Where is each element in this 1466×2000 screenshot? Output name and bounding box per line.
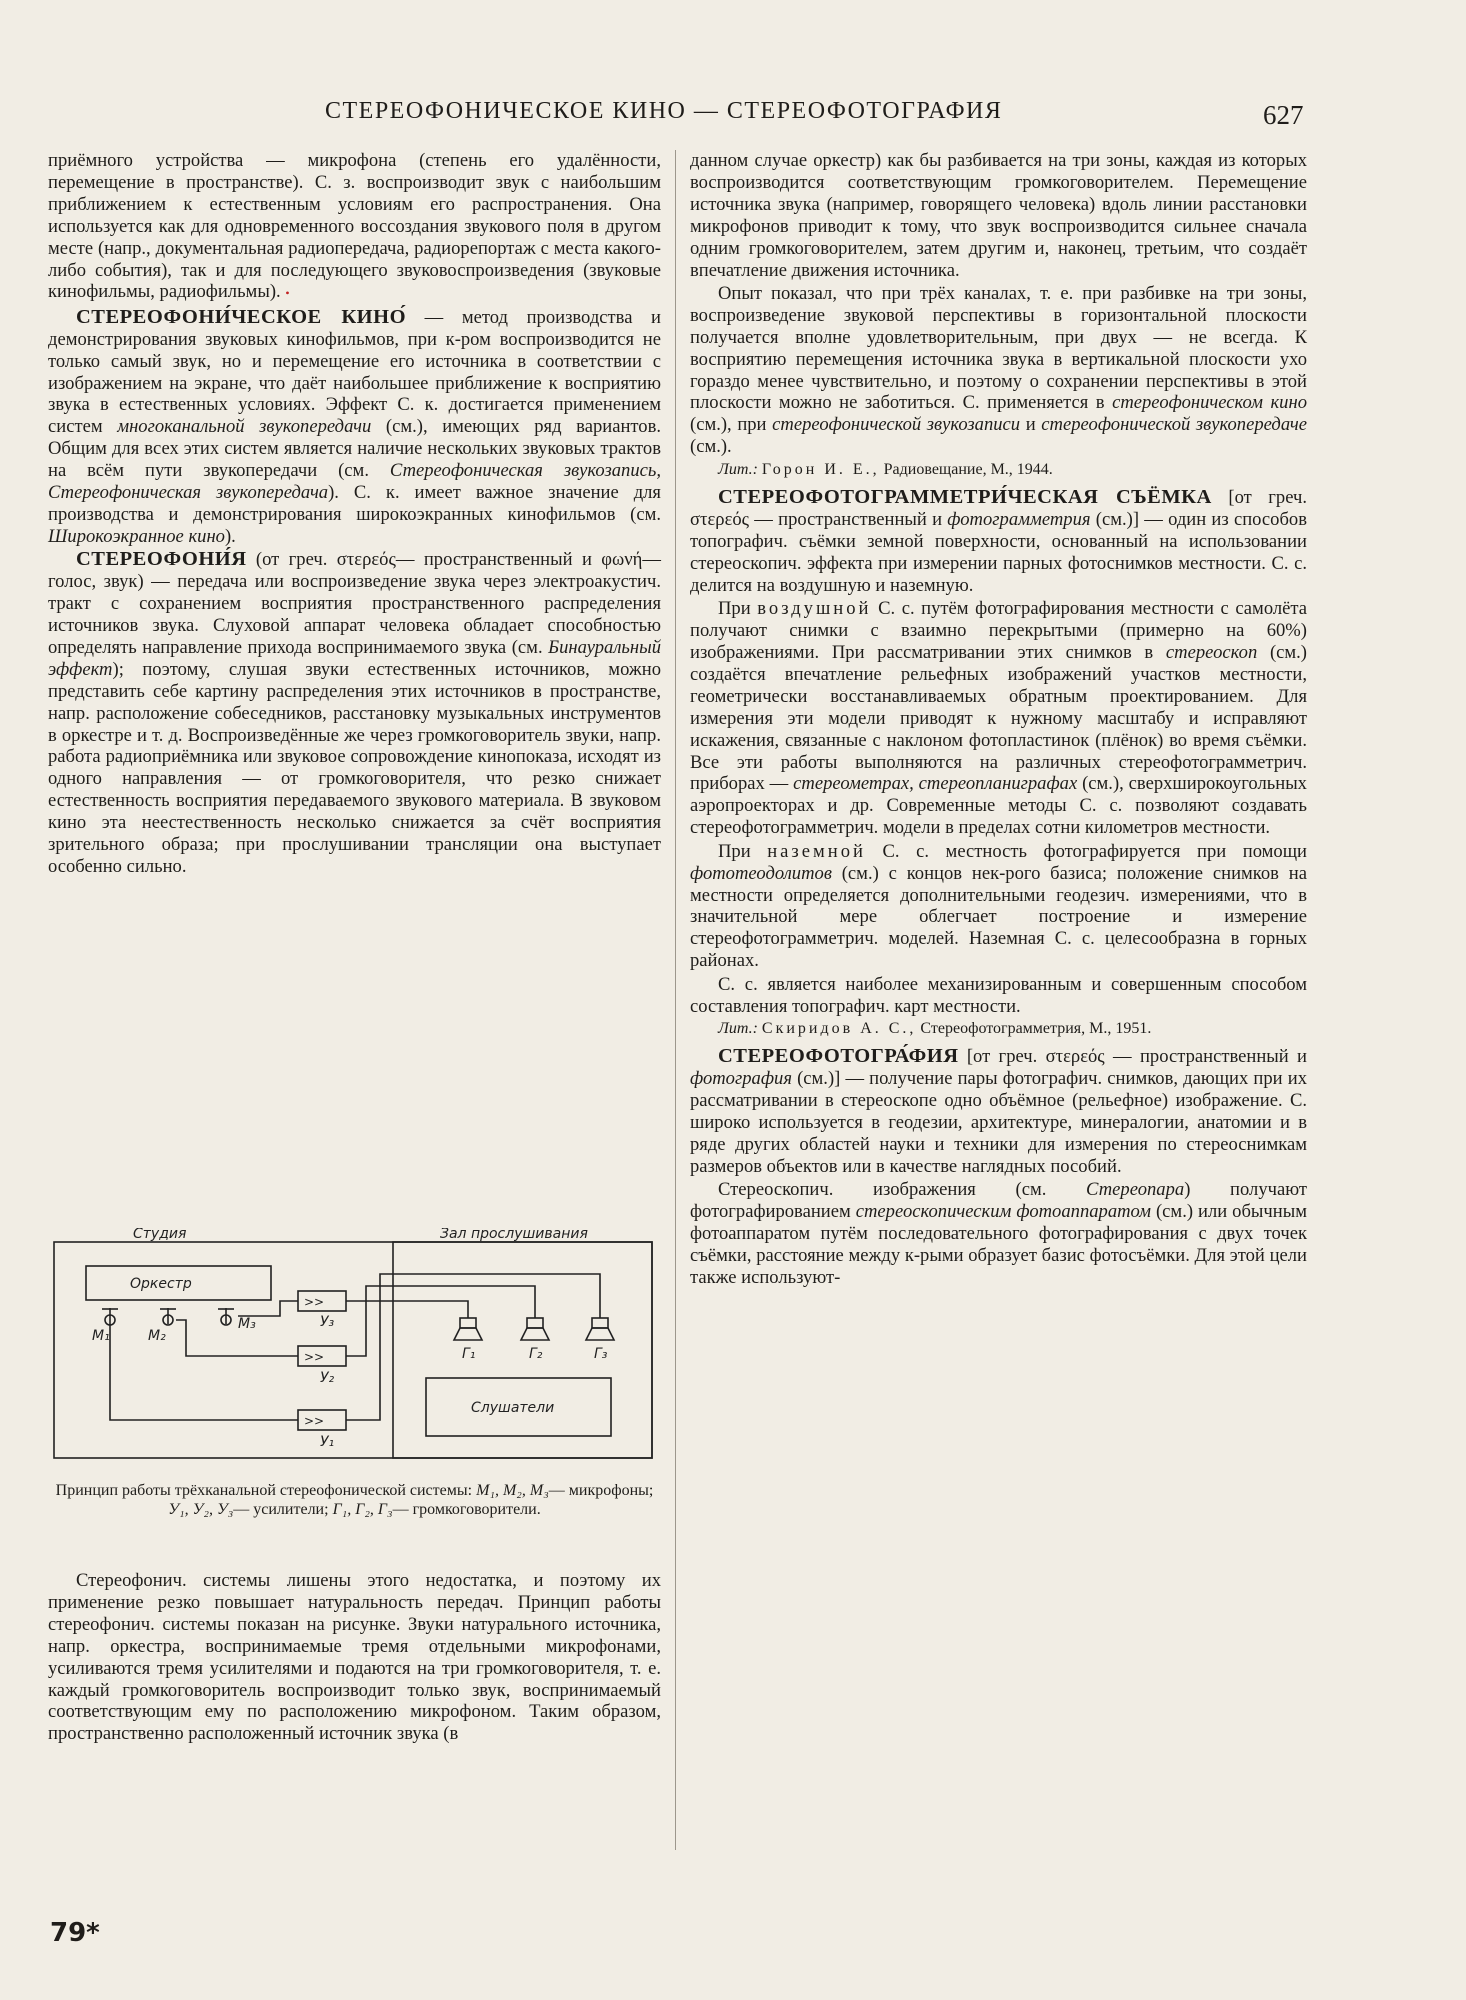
- amp-label-2: У₂: [320, 1370, 335, 1386]
- amp-label-3: У₃: [320, 1314, 335, 1330]
- mic-label-2: М₂: [148, 1328, 166, 1344]
- speaker-1: [454, 1318, 482, 1340]
- paragraph-ground: При наземной С. с. местность фотографируется при помощи фототеодолитов (см.) с концов нек-рого базиса; положение снимков на местности определяется дополнительными геодезич. измерениями, что в значительной мере облегчает построение и измерение стереофотограмметрич. моделей. Наземная С. с. целесообразна в горных районах.: [690, 840, 1307, 972]
- right-column: [690, 150, 1307, 1290]
- headword: СТЕРЕОФОНИ́Я: [76, 548, 247, 571]
- paragraph-mechanized: С. с. является наиболее механизированным и совершенным способом составления топографич. карт местности.: [690, 973, 1307, 1017]
- entry-stereophonic-cinema: СТЕРЕОФОНИ́ЧЕСКОЕ КИНО́ — метод производства и демонстрирования звуковых кинофильмов, при к-ром воспроизводится не только самый звук, но и перемещение его источника в соответствии с изображением на экране, что даёт наибольшее приближение к восприятию звука в естественных условиях. Эффект С. к. достигается применением систем многоканальной звукопередачи (см.), имеющих ряд вариантов. Общим для всех этих систем является наличие нескольких звуковых трактов на всём пути звукопередачи (см. Стереофоническая звукозапись, Стереофоническая звукопередача). С. к. имеет важное значение для производства и демонстрирования широкоэкранных кинофильмов (см. Широкоэкранное кино).: [48, 305, 662, 547]
- amp-2-symbol: >>: [304, 1350, 325, 1364]
- speaker-label-1: Г₁: [462, 1346, 476, 1362]
- speaker-3: [586, 1318, 614, 1340]
- speaker-2: [521, 1318, 549, 1340]
- left-column-bottom: [48, 1570, 661, 1747]
- running-header: [0, 98, 1466, 138]
- paragraph-aerial: При воздушной С. с. путём фотографирования местности с самолёта получают снимки с взаимно перекрытыми (примерно на 60%) изображениями. При рассматривании этих снимков в стереоскоп (см.) создаётся впечатление рельефных изображений участков местности, геометрически восстанавливаемых обратным проектированием. Для измерения эти модели приводят к нужному масштабу и исправляют искажения, связанные с наклоном фотопластинок (плёнок) во время съёмки. Все эти работы выполняются на различных стереофотограмметрич. приборах — стереометрах, стереопланиграфах (см.), сверхширокоугольных аэропроекторах и др. Современные методы С. с. позволяют создавать стереофотограмметрич. модели в пределах сотни километров местности.: [690, 598, 1308, 839]
- figure-caption: Принцип работы трёхканальной стереофонической системы: М₁, М₂, М₃— микрофоны; У₁, У₂, У₃— усилители; Г₁, Г₂, Г₃— громкоговорители.: [55, 1482, 654, 1518]
- signature-mark: 79*: [50, 1918, 100, 1948]
- amp-3-symbol: >>: [304, 1295, 325, 1309]
- entry-stereophony: СТЕРЕОФОНИ́Я (от греч. στερεός— пространственный и φωνή— голос, звук) — передача или воспроизведение звука через электроакустич. тракт с сохранением восприятия пространственного распределения источников звука. Слуховой аппарат человека обладает способностью определять направление прихода воспринимаемого звука (см. Бинауральный эффект); поэтому, слушая звуки естественных источников, можно представить себе картину распределения этих источников в пространстве, напр. расположение собеседников, расстановку музыкальных инструментов в оркестре и т. д. Воспроизведённые же через громкоговоритель звуки, напр. работа радиоприёмника или звуковое сопровождение кинопоказа, исходят из одного направления — от громкоговорителя, что резко снижает естественность восприятия передаваемого звукового материала. В звуковом кино эта неестественность несколько снижается за счёт восприятия зрительного образа; при прослушивании трансляции она выступает особенно сильно.: [48, 548, 661, 877]
- paragraph-stereo-systems: Стереофонич. системы лишены этого недостатка, и поэтому их применение резко повышает натуральность передач. Принцип работы стереофонич. системы показан на рисунке. Звуки натурального источника, напр. оркестра, воспринимаемые тремя отдельными микрофонами, усиливаются тремя усилителями и подаются на три громкоговорителя, т. е. каждый громкоговоритель воспроизводит только звук, воспринимаемый соответствующим ему по расположению микрофоном. Таким образом, пространственно расположенный источник звука (в: [48, 1570, 661, 1745]
- mic-label-1: М₁: [92, 1328, 110, 1344]
- amp-1-symbol: >>: [304, 1414, 325, 1428]
- headword: СТЕРЕОФОТОГРА́ФИЯ: [718, 1045, 959, 1068]
- literature-2: Лит.: Скиридов А. С., Стереофотограмметрия, М., 1951.: [718, 1020, 1152, 1038]
- diagram-svg: [48, 1228, 661, 1478]
- paragraph-continuation-right: данном случае оркестр) как бы разбивается на три зоны, каждая из которых воспроизводится соответствующим громкоговорителем. Перемещение источника звука (например, говорящего человека) вдоль линии расстановки микрофонов приводит к тому, что звук воспроизводится сильнее сначала одним громкоговорителем, затем другим и, наконец, третьим, что создаёт впечатление движения источника.: [690, 150, 1307, 281]
- stereo-system-diagram: [48, 1228, 661, 1558]
- microphone-1: [102, 1308, 118, 1325]
- paragraph-continuation: приёмного устройства — микрофона (степень его удалённости, перемещение в пространстве). С. з. воспроизводит звук с наибольшим приближением к естественным условиям его распространения. Она используется как для одновременного воссоздания звукового поля в другом месте (напр., документальная радиопередача, радиорепортаж с места какого-либо события), так и для последующего звуковоспроизведения (звуковые кинофильмы, радиофильмы). •: [48, 150, 661, 303]
- studio-label: Студия: [133, 1228, 187, 1242]
- header-title: СТЕРЕОФОНИЧЕСКОЕ КИНО — СТЕРЕОФОТОГРАФИЯ: [325, 98, 1003, 124]
- bullet-mark: •: [285, 286, 290, 301]
- entry-stereophotogrammetric-survey: СТЕРЕОФОТОГРАММЕТРИ́ЧЕСКАЯ СЪЁМКА [от греч. στερεός — пространственный и фотограмметрия (см.)] — один из способов топографич. съёмки земной поверхности, основанный на использовании стереоскопич. эффекта при измерении парных фотоснимков местности. С. с. делится на воздушную и наземную.: [690, 486, 1307, 596]
- amp-label-1: У₁: [320, 1434, 335, 1450]
- speaker-label-3: Г₃: [594, 1346, 608, 1362]
- orchestra-label: Оркестр: [130, 1276, 192, 1292]
- mic-label-3: М₃: [238, 1316, 256, 1332]
- microphone-3: [218, 1308, 234, 1325]
- paragraph-experience: Опыт показал, что при трёх каналах, т. е. при разбивке на три зоны, воспроизведение звуковой перспективы в горизонтальной плоскости получается вполне удовлетворительным, при двух — не всегда. К восприятию перемещения источника звука в вертикальной плоскости ухо гораздо менее чувствительно, и поэтому о сохранении перспективы в этой плоскости можно не заботиться. С. применяется в стереофоническом кино (см.), при стереофонической звукозаписи и стереофонической звукопередаче (см.).: [690, 282, 1307, 458]
- listeners-label: Слушатели: [471, 1400, 555, 1416]
- column-divider: [675, 150, 676, 1850]
- literature-1: Лит.: Горон И. Е., Радиовещание, М., 1944.: [718, 461, 1053, 479]
- page-number: 627: [1263, 100, 1304, 130]
- entry-stereophotography: СТЕРЕОФОТОГРА́ФИЯ [от греч. στερεός — пространственный и фотография (см.)] — получение пары фотографич. снимков, дающих при их рассматривании в стереоскопе одно объёмное (рельефное) изображение. С. широко используется в геодезии, архитектуре, минералогии, анатомии и в ряде других областей науки и техники для измерения по стереоснимкам размеров объектов или в качестве наглядных пособий.: [690, 1045, 1308, 1177]
- speaker-label-2: Г₂: [529, 1346, 543, 1362]
- paragraph-stereoscopic-images: Стереоскопич. изображения (см. Стереопара) получают фотографированием стереоскопическим фотоаппаратом (см.) или обычным фотоаппаратом путём последовательного фотографирования с двух точек съёмки, расстояние между к-рыми образует базис фотосъёмки. Для этой цели также используют-: [690, 1179, 1307, 1288]
- headword: СТЕРЕОФОНИ́ЧЕСКОЕ КИНО́: [76, 305, 407, 328]
- hall-label: Зал прослушивания: [440, 1228, 588, 1242]
- headword: СТЕРЕОФОТОГРАММЕТРИ́ЧЕСКАЯ СЪЁМКА: [718, 486, 1212, 509]
- microphone-2: [160, 1308, 176, 1325]
- left-column-top: [48, 150, 661, 879]
